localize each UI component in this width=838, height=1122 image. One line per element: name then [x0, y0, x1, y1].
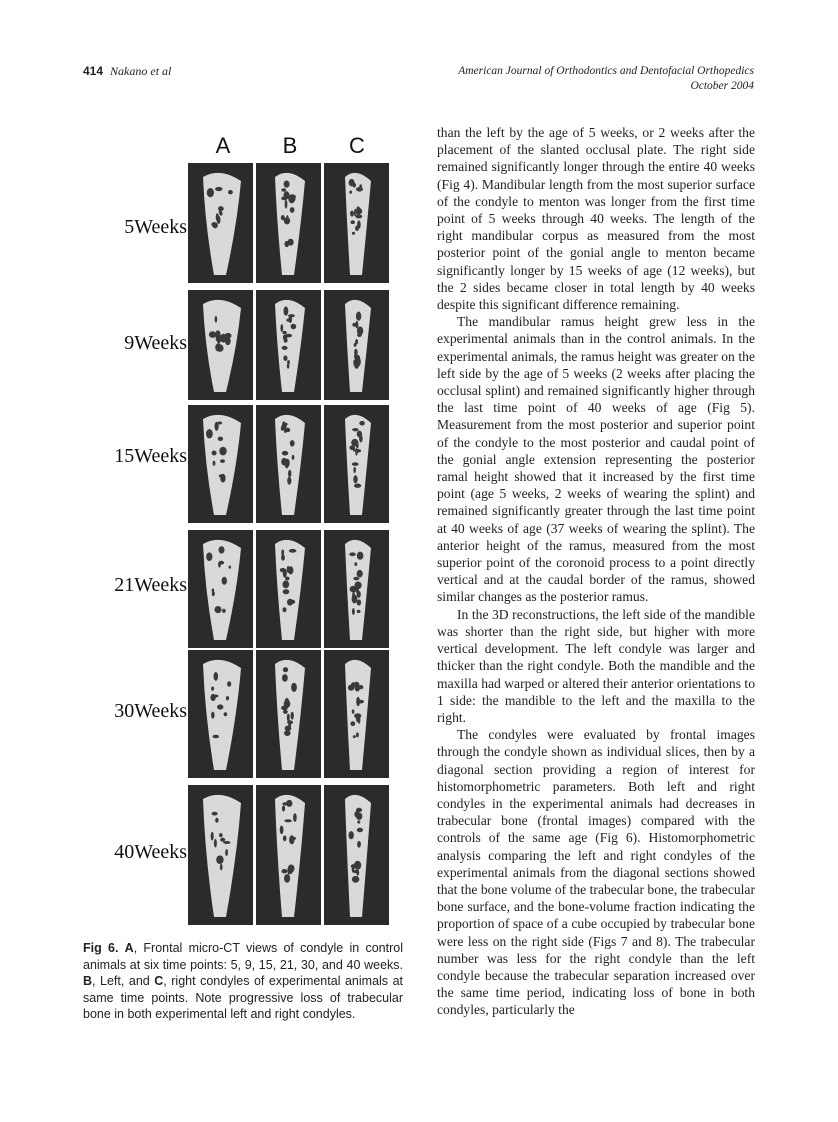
- micro-ct-panel-b-40weeks: [256, 785, 321, 925]
- micro-ct-panel-a-21weeks: [188, 530, 253, 648]
- micro-ct-panel-a-9weeks: [188, 290, 253, 400]
- micro-ct-panel-b-15weeks: [256, 405, 321, 523]
- caption-ref-b: B: [83, 974, 93, 988]
- body-paragraph: In the 3D reconstructions, the left side of the mandible was shorter than the right side, but higher with more vertical development. The left condyle was larger and thicker than the right condyle. Both the mandible and the maxilla had warped or altered their anterior orientations to 1 side: the mandible to the left and the maxilla to the right.: [437, 606, 755, 725]
- micro-ct-panel-b-21weeks: [256, 530, 321, 648]
- micro-ct-panel-c-40weeks: [324, 785, 389, 925]
- page-number: 414: [83, 64, 104, 78]
- micro-ct-panel-b-30weeks: [256, 650, 321, 778]
- body-paragraph: than the left by the age of 5 weeks, or 2 weeks after the placement of the slanted occlusal plate. The right side remained significantly longer through the entire 40 weeks (Fig 4). Mandibular length from the most superior surface of the condyle to menton was longer from the first time point of 5 weeks through 40 weeks. The length of the right mandibular corpus as measured from the most posterior point of the gonial angle to menton became significantly longer by 15 weeks of age (12 weeks), but the 2 sides became closer in total length by 40 weeks despite this significant difference remaining.: [437, 125, 755, 313]
- figure-6: [83, 125, 405, 935]
- body-paragraph: The condyles were evaluated by frontal images through the condyle shown as individual slices, then by a diagonal section providing a region of interest for histomorphometric parameters. Both left and right condyles in the experimental animals had decreases in trabecular bone (frontal images) compared with the controls of the same age (Fig 6). Histomorphometric analysis comparing the left and right condyles of the experimental animals from the diagonal sections showed that the bone volume of the trabecular bone, the trabecular bone surface, and the bone-volume fraction indicating the proportion of space of a cube occupied by trabecular bone were less on the right side (Figs 7 and 8). The trabecular number was less for the right condyle than the left condyle because the trabecular separation increased over the same time period, indicating loss of bone in both condyles, particularly the: [437, 727, 755, 1018]
- micro-ct-panel-a-15weeks: [188, 405, 253, 523]
- row-label-15-weeks: 15Weeks: [114, 445, 187, 467]
- running-authors: Nakano et al: [110, 64, 172, 78]
- body-text-column: [437, 124, 755, 1019]
- row-label-21-weeks: 21Weeks: [114, 574, 187, 596]
- row-label-9-weeks: 9Weeks: [124, 332, 187, 354]
- caption-ref-a: A: [124, 941, 134, 955]
- running-header-left: [83, 64, 171, 79]
- caption-ref-c: C: [154, 974, 164, 988]
- micro-ct-panel-a-40weeks: [188, 785, 253, 925]
- caption-text-1: , Frontal micro-CT views of condyle in control animals at six time points: 5, 9, 15, 21, 30, and 40 weeks.: [83, 941, 403, 972]
- micro-ct-panel-c-30weeks: [324, 650, 389, 778]
- row-label-40-weeks: 40Weeks: [114, 841, 187, 863]
- figure-caption: [83, 940, 403, 1023]
- column-label-a: A: [215, 133, 231, 158]
- issue-date: October 2004: [690, 80, 754, 92]
- row-label-30-weeks: 30Weeks: [114, 700, 187, 722]
- micro-ct-panel-a-5weeks: [188, 163, 253, 283]
- caption-text-2: , Left, and: [92, 974, 155, 988]
- micro-ct-panel-c-15weeks: [324, 405, 389, 523]
- caption-text-3: , right condyles of experimental animals at same time points. Note progressive loss of trabecular bone in both experimental left and right condyles.: [83, 974, 403, 1021]
- micro-ct-panel-c-5weeks: [324, 163, 389, 283]
- micro-ct-panel-b-9weeks: [256, 290, 321, 400]
- column-label-c: C: [349, 133, 365, 158]
- caption-label: Fig 6.: [83, 941, 119, 955]
- micro-ct-panel-c-9weeks: [324, 290, 389, 400]
- running-header-right: [374, 64, 754, 94]
- body-paragraph: The mandibular ramus height grew less in the experimental animals than in the control animals. In the experimental animals, the ramus height was greater on the left side by the age of 5 weeks (2 weeks after placing the occlusal splint) and remained significantly higher through the last time point of 40 weeks of age (Fig 5). Measurement from the most posterior and superior point of the condyle to the most posterior and caudal point of the gonial angle extension representing the posterior ramal height showed that it increased by the first time point (age 5 weeks, 2 weeks of wearing the splint) and remained significantly greater through the last time point at 40 weeks of age (37 weeks of wearing the splint). The anterior height of the ramus, measured from the most superior point of the coronoid process to a point directly vertical and at the caudal border of the ramus, showed similar changes as the posterior ramus.: [437, 314, 755, 605]
- row-label-5-weeks: 5Weeks: [124, 216, 187, 238]
- micro-ct-panel-a-30weeks: [188, 650, 253, 778]
- journal-title: American Journal of Orthodontics and Dentofacial Orthopedics: [458, 65, 754, 77]
- micro-ct-panel-c-21weeks: [324, 530, 389, 648]
- micro-ct-panel-b-5weeks: [256, 163, 321, 283]
- column-label-b: B: [282, 133, 298, 158]
